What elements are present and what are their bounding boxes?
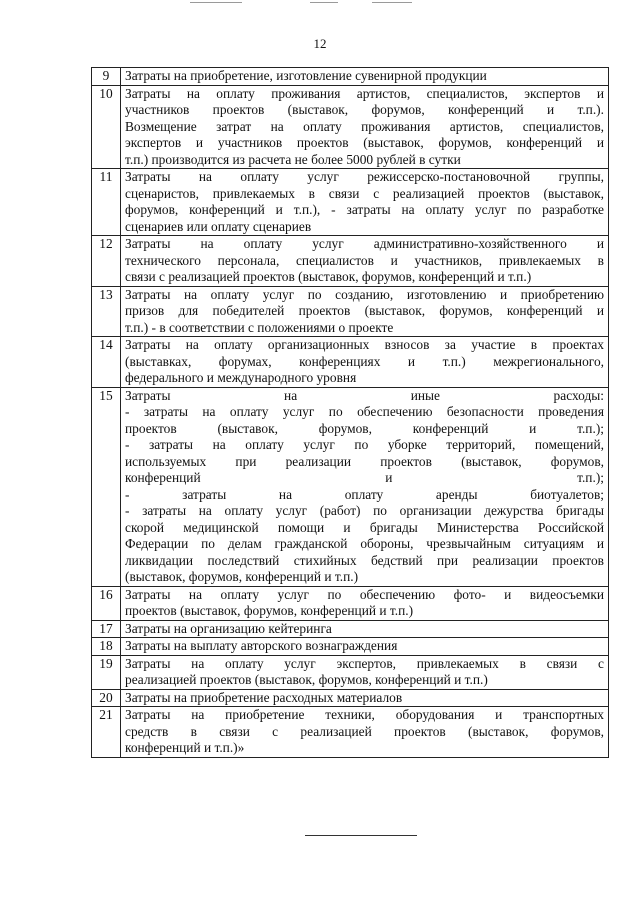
table-row [92, 586, 609, 620]
description-line: экспертов и участников проектов (выставок, форумов, конференций и [125, 135, 604, 150]
description-line: федерального и международного уровня [125, 370, 357, 385]
row-number: 17 [92, 620, 121, 638]
description-line: участников проектов (выставок, форумов, конференций и т.п.). [125, 102, 604, 117]
row-number: 14 [92, 337, 121, 388]
scan-header-marks [0, 0, 640, 6]
description-line: конференций и т.п.); [125, 470, 604, 485]
description-line: Затраты на оплату организационных взносов за участие в проектах [125, 337, 604, 352]
description-line: Затраты на оплату услуг по созданию, изготовлению и приобретению [125, 286, 604, 302]
expense-table-body [92, 68, 609, 758]
description-line: Затраты на оплату услуг по обеспечению фото- и видеосъемки [125, 586, 604, 602]
description-line: т.п.) производится из расчета не более 5000 рублей в сутки [125, 151, 461, 167]
table-row [92, 169, 609, 236]
row-number: 18 [92, 638, 121, 656]
description-line: технического персонала, специалистов и участников, привлекаемых в [125, 252, 604, 268]
description-line: - затраты на оплату услуг (работ) по организации дежурства бригады [125, 503, 604, 518]
description-line: - затраты на оплату услуг по обеспечению безопасности проведения [125, 404, 604, 419]
table-row [92, 236, 609, 287]
description-line: Затраты на иные расходы: [125, 387, 604, 403]
expense-description [121, 638, 609, 656]
expense-table [91, 67, 609, 758]
description-line: Затраты на приобретение расходных материалов [125, 689, 403, 705]
row-number: 12 [92, 236, 121, 287]
description-line: используемых при реализации проектов (выставок, форумов, [125, 453, 604, 469]
expense-description [121, 620, 609, 638]
expense-description [121, 387, 609, 586]
description-line: сценариев или оплату сценариев [125, 218, 312, 234]
row-number: 21 [92, 707, 121, 758]
description-line: Затраты на приобретение техники, оборудования и транспортных [125, 707, 604, 722]
table-row [92, 85, 609, 169]
row-number: 15 [92, 387, 121, 586]
description-line: проектов (выставок, форумов, конференций и т.п.) [125, 603, 414, 618]
row-number: 16 [92, 586, 121, 620]
table-row [92, 68, 609, 86]
description-line: связи с реализацией проектов (выставок, форумов, конференций и т.п.) [125, 269, 532, 284]
table-row [92, 707, 609, 758]
expense-description [121, 689, 609, 707]
description-line: Федерации по делам гражданской обороны, чрезвычайным ситуациям и [125, 536, 604, 551]
expense-description [121, 586, 609, 620]
expense-description [121, 169, 609, 236]
description-line: средств в связи с реализацией проектов (выставок, форумов, [125, 723, 604, 739]
description-line: Затраты на оплату услуг экспертов, привлекаемых в связи с [125, 655, 604, 671]
description-line: реализацией проектов (выставок, форумов, конференций и т.п.) [125, 672, 488, 687]
description-line: (выставок, форумов, конференций и т.п.) [125, 569, 359, 584]
table-row [92, 620, 609, 638]
row-number: 11 [92, 169, 121, 236]
expense-description [121, 236, 609, 287]
description-line: Затраты на оплату услуг административно-хозяйственного и [125, 236, 604, 251]
description-line: форумов, конференций и т.п.), - затраты на оплату услуг по разработке [125, 202, 604, 217]
expense-description [121, 707, 609, 758]
end-separator-line [305, 835, 417, 836]
description-line: скорой медицинской помощи и бригады Министерства Российской [125, 519, 604, 535]
description-line: Затраты на организацию кейтеринга [125, 620, 332, 636]
row-number: 20 [92, 689, 121, 707]
table-row [92, 387, 609, 586]
row-number: 9 [92, 68, 121, 86]
expense-description [121, 655, 609, 689]
expense-description [121, 68, 609, 86]
description-line: проектов (выставок, форумов, конференций и т.п.); [125, 420, 604, 436]
expense-description [121, 85, 609, 169]
description-line: - затраты на оплату аренды биотуалетов; [125, 486, 604, 502]
description-line: Затраты на оплату проживания артистов, специалистов, экспертов и [125, 85, 604, 101]
row-number: 13 [92, 286, 121, 337]
row-number: 19 [92, 655, 121, 689]
table-row [92, 286, 609, 337]
table-row [92, 337, 609, 388]
row-number: 10 [92, 85, 121, 169]
description-line: конференций и т.п.)» [125, 740, 245, 755]
description-line: сценаристов, привлекаемых в связи с реализацией проектов (выставок, [125, 185, 604, 201]
description-line: Затраты на оплату услуг режиссерско-постановочной группы, [125, 169, 604, 184]
table-row [92, 655, 609, 689]
description-line: призов для победителей проектов (выставок, форумов, конференций и [125, 303, 604, 318]
table-row [92, 638, 609, 656]
description-line: - затраты на оплату услуг по уборке территорий, помещений, [125, 437, 604, 452]
description-line: (выставках, форумах, конференциях и т.п.) межрегионального, [125, 353, 604, 369]
description-line: т.п.) - в соответствии с положениями о проекте [125, 319, 394, 335]
description-line: Затраты на приобретение, изготовление сувенирной продукции [125, 68, 487, 83]
description-line: Затраты на выплату авторского вознаграждения [125, 638, 398, 653]
expense-description [121, 337, 609, 388]
table-row [92, 689, 609, 707]
description-line: ликвидации последствий стихийных бедствий при реализации проектов [125, 552, 604, 568]
page-number: 12 [313, 36, 327, 51]
description-line: Возмещение затрат на оплату проживания артистов, специалистов, [125, 118, 604, 134]
expense-description [121, 286, 609, 337]
